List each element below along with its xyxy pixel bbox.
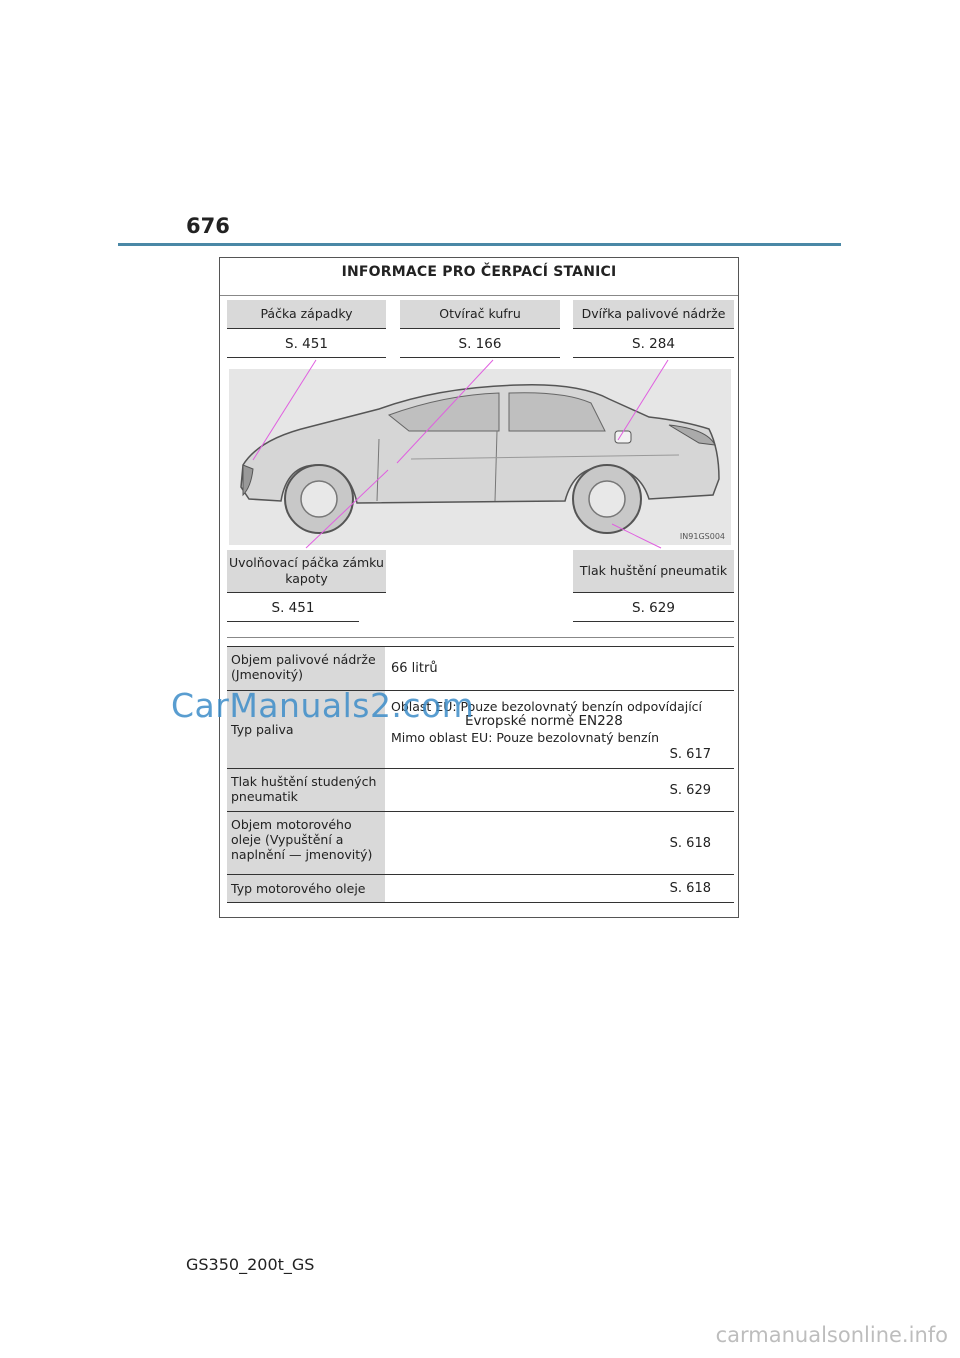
footer-model-code: GS350_200t_GS	[186, 1255, 315, 1274]
header-rule	[118, 243, 841, 246]
trunk-opener-ref[interactable]: S. 166	[400, 330, 560, 358]
fuel-type-label: Typ paliva	[227, 691, 385, 768]
oil-capacity-ref[interactable]: S. 618	[669, 836, 711, 851]
cold-tire-pressure-label: Tlak huštění studených pneumatik	[227, 769, 385, 811]
tire-pressure-label: Tlak huštění pneumatik	[573, 550, 734, 593]
car-side-view	[229, 369, 731, 545]
table-row	[227, 646, 734, 690]
hood-release-lever-ref[interactable]: S. 451	[227, 594, 359, 622]
title-divider	[220, 295, 738, 296]
oil-type-label: Typ motorového oleje	[227, 875, 385, 902]
hood-latch-lever-label: Páčka západky	[227, 300, 386, 329]
fuel-door	[615, 431, 631, 443]
fuel-type-ref[interactable]: S. 617	[669, 747, 711, 762]
table-row	[227, 768, 734, 811]
panel-title: INFORMACE PRO ČERPACÍ STANICI	[341, 264, 617, 280]
page-number: 676	[186, 214, 230, 238]
bottom-watermark: carmanualsonline.info	[715, 1323, 948, 1347]
watermark-logo: CarManuals2.com	[171, 686, 475, 725]
fuel-door-ref[interactable]: S. 284	[573, 330, 734, 358]
oil-type-ref[interactable]: S. 618	[669, 881, 711, 896]
trunk-opener-label: Otvírač kufru	[400, 300, 560, 329]
fuel-capacity-value: 66 litrů	[391, 661, 438, 676]
fuel-type-line3: Mimo oblast EU: Pouze bezolovnatý benzín	[391, 730, 659, 745]
fuel-type-line1: Oblast EU: Pouze bezolovnatý benzín odpovídající	[391, 699, 703, 714]
section-divider	[227, 637, 734, 638]
oil-capacity-label: Objem motorového oleje (Vypuštění a naplnění — jmenovitý)	[227, 812, 385, 874]
image-code: IN91GS004	[679, 532, 725, 541]
table-row	[227, 811, 734, 874]
car-illustration	[229, 369, 731, 545]
tire-pressure-ref[interactable]: S. 629	[573, 594, 734, 622]
fuel-capacity-label: Objem palivové nádrže (Jmenovitý)	[227, 647, 385, 690]
hood-latch-lever-ref[interactable]: S. 451	[227, 330, 386, 358]
hood-release-lever-label: Uvolňovací páčka zámku kapoty	[227, 550, 386, 593]
fuel-door-label: Dvířka palivové nádrže	[573, 300, 734, 329]
cold-tire-pressure-ref[interactable]: S. 629	[669, 783, 711, 798]
fuel-type-line2: Evropské normě EN228	[465, 713, 623, 729]
table-row	[227, 874, 734, 903]
